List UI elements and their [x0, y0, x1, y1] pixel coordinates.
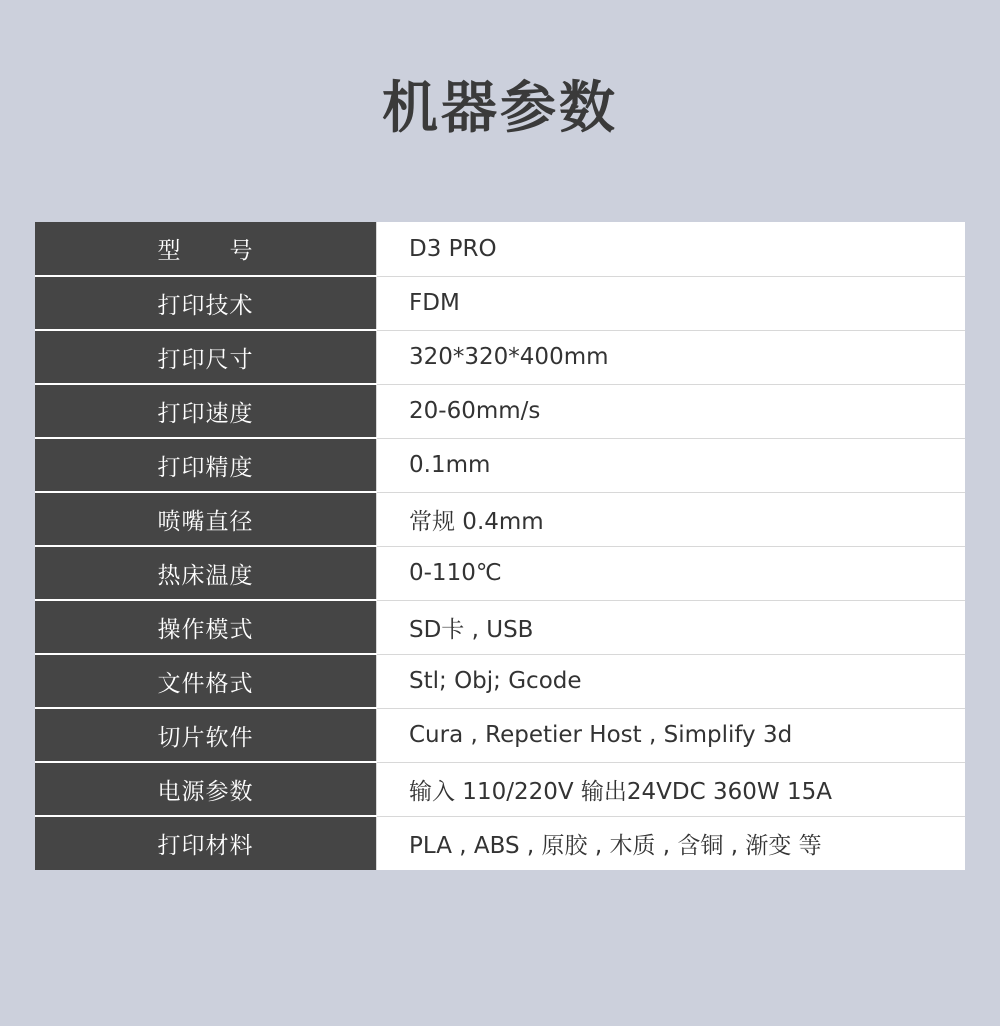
row-value: 320*320*400mm	[377, 330, 966, 384]
table-row	[35, 762, 965, 816]
table-row	[35, 492, 965, 546]
table-row	[35, 708, 965, 762]
table-body	[35, 222, 965, 870]
row-value: Stl; Obj; Gcode	[377, 654, 966, 708]
row-value: Cura , Repetier Host , Simplify 3d	[377, 708, 966, 762]
table-row	[35, 222, 965, 276]
table-row	[35, 654, 965, 708]
row-value: 0-110℃	[377, 546, 966, 600]
table-row	[35, 600, 965, 654]
table-row	[35, 816, 965, 870]
row-label: 操作模式	[35, 600, 377, 654]
row-label: 打印尺寸	[35, 330, 377, 384]
table-row	[35, 546, 965, 600]
row-value: 常规 0.4mm	[377, 492, 966, 546]
row-label: 打印技术	[35, 276, 377, 330]
row-value: 0.1mm	[377, 438, 966, 492]
row-value: 输入 110/220V 输出24VDC 360W 15A	[377, 762, 966, 816]
row-label: 电源参数	[35, 762, 377, 816]
table-row	[35, 384, 965, 438]
row-value: PLA , ABS , 原胶 , 木质 , 含铜 , 渐变 等	[377, 816, 966, 870]
row-value: SD卡 , USB	[377, 600, 966, 654]
row-label: 切片软件	[35, 708, 377, 762]
table-row	[35, 330, 965, 384]
table-row	[35, 276, 965, 330]
row-label: 打印材料	[35, 816, 377, 870]
row-value: D3 PRO	[377, 222, 966, 276]
row-value: 20-60mm/s	[377, 384, 966, 438]
row-label: 打印精度	[35, 438, 377, 492]
row-label: 热床温度	[35, 546, 377, 600]
row-label: 文件格式	[35, 654, 377, 708]
row-label: 型 号	[35, 222, 377, 276]
row-value: FDM	[377, 276, 966, 330]
row-label: 打印速度	[35, 384, 377, 438]
machine-parameters-table	[35, 222, 965, 870]
table-row	[35, 438, 965, 492]
row-label: 喷嘴直径	[35, 492, 377, 546]
page-title: 机器参数	[382, 76, 618, 141]
